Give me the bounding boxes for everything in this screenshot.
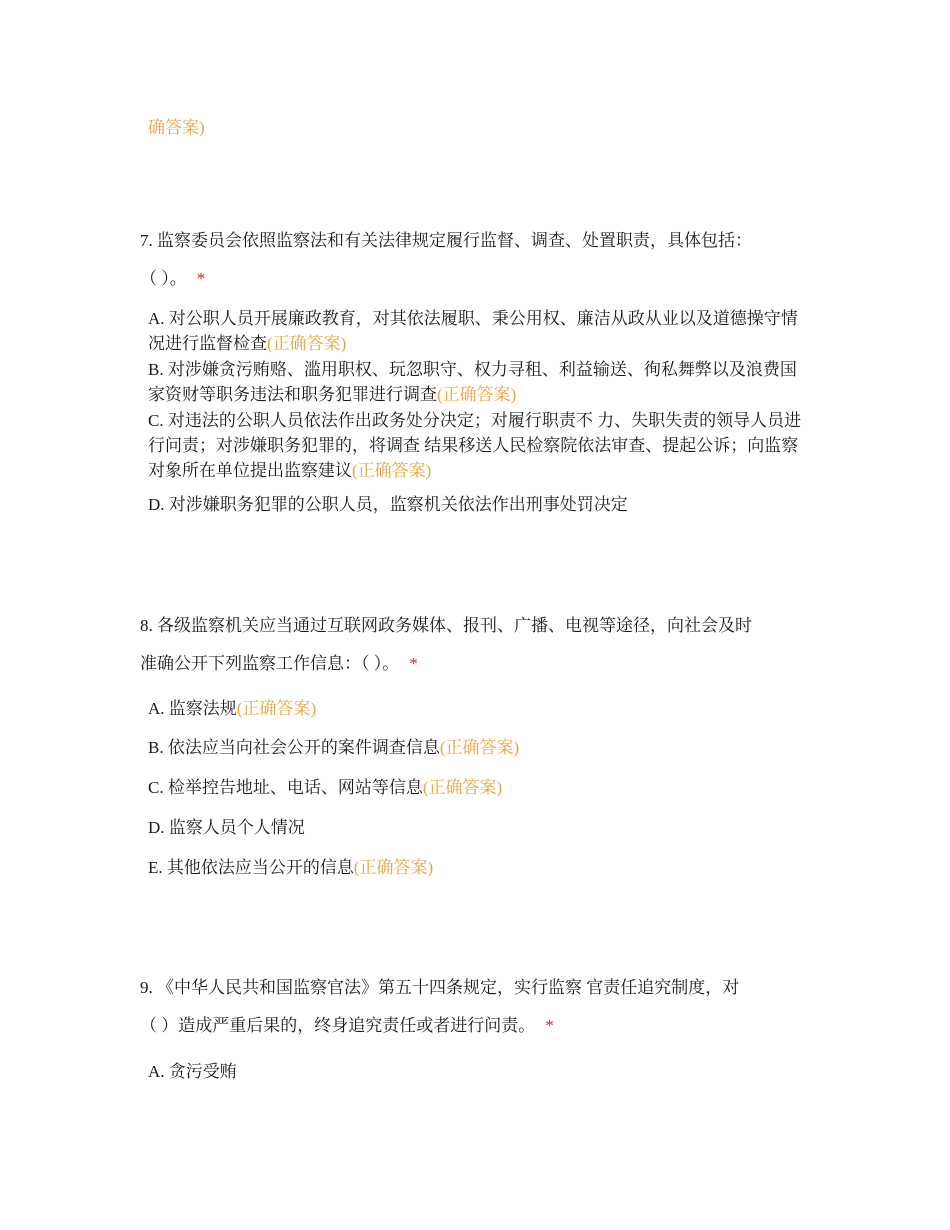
question-number: 8.: [140, 616, 153, 635]
option-7d[interactable]: [148, 492, 808, 517]
question-9-title: [140, 976, 830, 1052]
option-text: C. 检举控告地址、电话、网站等信息: [148, 778, 423, 797]
question-number: 7.: [140, 231, 153, 250]
option-8e[interactable]: [148, 855, 808, 880]
required-mark: *: [196, 269, 206, 288]
option-text: E. 其他依法应当公开的信息: [148, 858, 354, 877]
correct-answer-tag: (正确答案): [353, 858, 434, 877]
question-8-title: [140, 614, 830, 690]
option-8c[interactable]: [148, 775, 808, 800]
question-number: 9.: [140, 978, 153, 997]
correct-answer-tag: (正确答案): [437, 385, 517, 404]
required-mark: *: [409, 654, 418, 673]
question-text: 各级监察机关应当通过互联网政务媒体、报刊、广播、电视等途径，向社会及时: [157, 616, 752, 635]
correct-answer-tag: (正确答案): [236, 699, 317, 718]
option-7a[interactable]: [148, 306, 808, 356]
option-text: A. 贪污受贿: [148, 1062, 237, 1081]
question-text: 准确公开下列监察工作信息：（ ）。: [140, 654, 400, 673]
option-8d[interactable]: [148, 815, 808, 840]
correct-answer-tag: (正确答案): [352, 461, 432, 480]
option-text: C. 对违法的公职人员依法作出政务处分决定；对履行职责不 力、失职失责的领导人员进行问责；对涉嫌职务犯罪的，将调查 结果移送人民检察院依法审查、提起公诉；向监察对象所在单位提出监察建议: [148, 411, 802, 480]
required-mark: *: [545, 1016, 554, 1035]
correct-answer-tag: (正确答案): [422, 778, 503, 797]
option-9a[interactable]: [148, 1059, 808, 1084]
option-7b[interactable]: [148, 357, 808, 407]
option-text: A. 对公职人员开展廉政教育，对其依法履职、秉公用权、廉洁从政从业以及道德操守情况进行监督检查: [148, 309, 798, 353]
carryover-answer-tag: 确答案): [148, 118, 205, 137]
option-7c[interactable]: [148, 408, 808, 483]
question-text: （ ）。: [140, 269, 187, 288]
question-text: 《中华人民共和国监察官法》第五十四条规定，实行监察 官责任追究制度，对: [157, 978, 740, 997]
option-8b[interactable]: [148, 735, 808, 760]
option-text: D. 监察人员个人情况: [148, 818, 305, 837]
question-text: （ ）造成严重后果的，终身追究责任或者进行问责。: [140, 1016, 536, 1035]
option-8a[interactable]: [148, 696, 808, 721]
question-text: 监察委员会依照监察法和有关法律规定履行监督、调查、处置职责，具体包括：: [157, 231, 752, 250]
option-text: B. 依法应当向社会公开的案件调查信息: [148, 738, 440, 757]
correct-answer-tag: (正确答案): [267, 334, 347, 353]
option-text: B. 对涉嫌贪污贿赂、滥用职权、玩忽职守、权力寻租、利益输送、徇私舞弊以及浪费国家资财等职务违法和职务犯罪进行调查: [148, 360, 797, 404]
option-text: A. 监察法规: [148, 699, 237, 718]
correct-answer-tag: (正确答案): [439, 738, 520, 757]
option-text: D. 对涉嫌职务犯罪的公职人员，监察机关依法作出刑事处罚决定: [148, 495, 628, 514]
question-7-title: [140, 229, 830, 305]
